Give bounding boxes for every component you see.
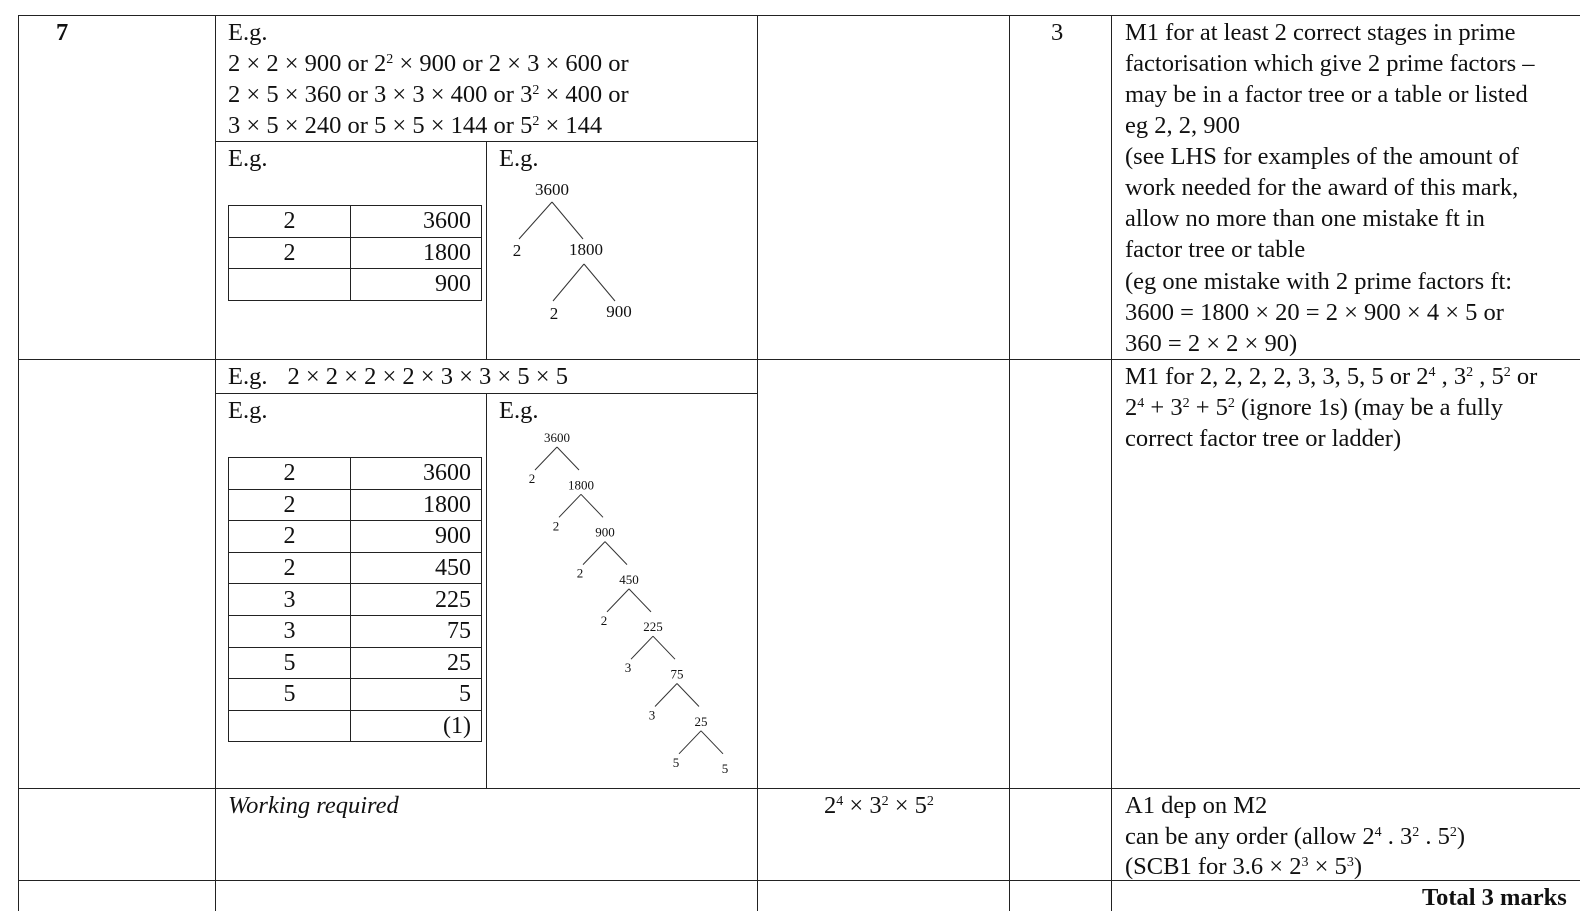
table-row — [229, 237, 482, 269]
col-border-4 — [1111, 15, 1112, 911]
row1-ladder-table — [228, 205, 482, 301]
ladder-cell: 2 — [229, 206, 351, 238]
ladder-cell: (1) — [351, 710, 482, 742]
ladder-cell: 3 — [229, 584, 351, 616]
total-marks: Total 3 marks — [1422, 884, 1567, 911]
row1-guidance-4: eg 2, 2, 900 — [1125, 112, 1240, 139]
row1-guidance-7: allow no more than one mistake ft in — [1125, 205, 1485, 232]
row-divider-2 — [18, 788, 1580, 789]
ladder-cell: 2 — [229, 552, 351, 584]
ladder-cell: 450 — [351, 552, 482, 584]
table-row — [229, 521, 482, 553]
tree-node: 900 — [595, 524, 615, 540]
tree-node: 2 — [600, 612, 608, 628]
ladder-cell: 900 — [351, 521, 482, 553]
table-row — [229, 269, 482, 301]
row1-tree-eg-label: E.g. — [499, 145, 539, 172]
table-top-border — [18, 15, 1580, 16]
row3-guidance-2: can be any order (allow $2^4$ . $3^2$ . $5^2$) — [1125, 823, 1466, 850]
row2-eg-label: E.g. — [228, 363, 268, 390]
row1-guidance-10: 3600 = 1800 × 20 = 2 × 900 × 4 × 5 or — [1125, 299, 1504, 326]
row2-guidance-3: correct factor tree or ladder) — [1125, 425, 1402, 452]
tree-node: 2 — [549, 304, 559, 323]
ladder-cell: 900 — [351, 269, 482, 301]
table-row — [229, 552, 482, 584]
row2-product: 2 × 2 × 2 × 2 × 3 × 3 × 5 × 5 — [287, 363, 568, 390]
row1-method-line-1: 2 × 2 × 900 or $2^2 \times 900$ or 2 × 3 × 600 or — [228, 50, 629, 77]
tree-node: 5 — [721, 761, 729, 777]
row1-guidance-5: (see LHS for examples of the amount of — [1125, 143, 1519, 170]
row1-guidance-11: 360 = 2 × 2 × 90) — [1125, 330, 1298, 357]
ladder-cell: 5 — [229, 647, 351, 679]
row1-guidance-8: factor tree or table — [1125, 236, 1306, 263]
tree-node: 3600 — [535, 180, 569, 199]
row1-ladder-eg-label: E.g. — [228, 145, 268, 172]
row1-guidance-6: work needed for the award of this mark, — [1125, 174, 1519, 201]
ladder-cell: 2 — [229, 489, 351, 521]
ladder-cell: 25 — [351, 647, 482, 679]
ladder-cell — [229, 710, 351, 742]
col-border-3 — [1009, 15, 1010, 911]
ladder-cell: 2 — [229, 521, 351, 553]
ladder-cell: 5 — [229, 679, 351, 711]
row3-guidance-3: (SCB1 for $3.6 \times 2^3 \times 5^3$) — [1125, 853, 1362, 880]
ladder-cell: 3600 — [351, 458, 482, 490]
tree-node: 225 — [643, 619, 663, 635]
ladder-cell — [229, 269, 351, 301]
ladder-cell: 3600 — [351, 206, 482, 238]
tree-node: 2 — [528, 471, 536, 486]
table-row — [229, 584, 482, 616]
ladder-cell: 5 — [351, 679, 482, 711]
table-row — [229, 710, 482, 742]
ladder-cell: 1800 — [351, 489, 482, 521]
tree-node: 75 — [670, 666, 684, 682]
tree-node: 2 — [512, 241, 522, 260]
ladder-cell: 3 — [229, 615, 351, 647]
table-row — [229, 458, 482, 490]
col-border-2 — [757, 15, 758, 911]
tree-node: 900 — [606, 302, 632, 321]
table-row — [229, 615, 482, 647]
row1-method-line-2: 2 × 5 × 360 or 3 × 3 × 400 or $3^2 \times 400$ or — [228, 81, 629, 108]
tree-node: 1800 — [569, 240, 603, 259]
row2-guidance-2: $2^4 + 3^2 + 5^2$ (ignore 1s) (may be a fully — [1125, 394, 1503, 421]
marks-value: 3 — [1051, 19, 1064, 46]
tree-node: 2 — [576, 565, 584, 581]
row3-guidance-1: A1 dep on M2 — [1125, 792, 1268, 819]
row1-guidance-3: may be in a factor tree or a table or listed — [1125, 81, 1528, 108]
question-number: 7 — [56, 19, 69, 46]
ladder-cell: 225 — [351, 584, 482, 616]
row1-guidance-2: factorisation which give 2 prime factors – — [1125, 50, 1535, 77]
table-row — [229, 206, 482, 238]
row2-factor-tree — [487, 393, 757, 788]
tree-node: 3600 — [544, 430, 570, 445]
row2-tree-eg-label: E.g. — [499, 397, 539, 424]
row2-ladder-table — [228, 457, 482, 742]
ladder-cell: 2 — [229, 237, 351, 269]
final-answer: $2^4 \times 3^2 \times 5^2$ — [824, 792, 934, 819]
row2-guidance-1: M1 for 2, 2, 2, 2, 3, 3, 5, 5 or $2^4$ , $3^2$ , $5^2$ or — [1125, 363, 1538, 390]
tree-node: 450 — [619, 571, 639, 587]
ladder-cell: 1800 — [351, 237, 482, 269]
row-divider-1 — [18, 359, 1580, 360]
working-required-label: Working required — [228, 792, 399, 819]
tree-node: 5 — [672, 754, 680, 770]
tree-node: 2 — [552, 518, 560, 534]
row1-method-line-3: 3 × 5 × 240 or 5 × 5 × 144 or $5^2 \times 144$ — [228, 112, 603, 139]
row1-guidance-1: M1 for at least 2 correct stages in prime — [1125, 19, 1516, 46]
ladder-cell: 2 — [229, 458, 351, 490]
tree-node: 3 — [624, 660, 632, 676]
row1-eg-label: E.g. — [228, 19, 268, 46]
row2-product-line — [228, 361, 568, 392]
table-row — [229, 679, 482, 711]
row2-ladder-eg-label: E.g. — [228, 397, 268, 424]
table-row — [229, 489, 482, 521]
tree-node: 1800 — [568, 477, 594, 493]
tree-node: 3 — [648, 707, 656, 723]
col-border-0 — [18, 15, 19, 911]
table-row — [229, 647, 482, 679]
row1-factor-tree — [487, 142, 757, 342]
col-border-1 — [215, 15, 216, 911]
tree-node: 25 — [694, 713, 708, 729]
ladder-cell: 75 — [351, 615, 482, 647]
row1-guidance-9: (eg one mistake with 2 prime factors ft: — [1125, 268, 1513, 295]
